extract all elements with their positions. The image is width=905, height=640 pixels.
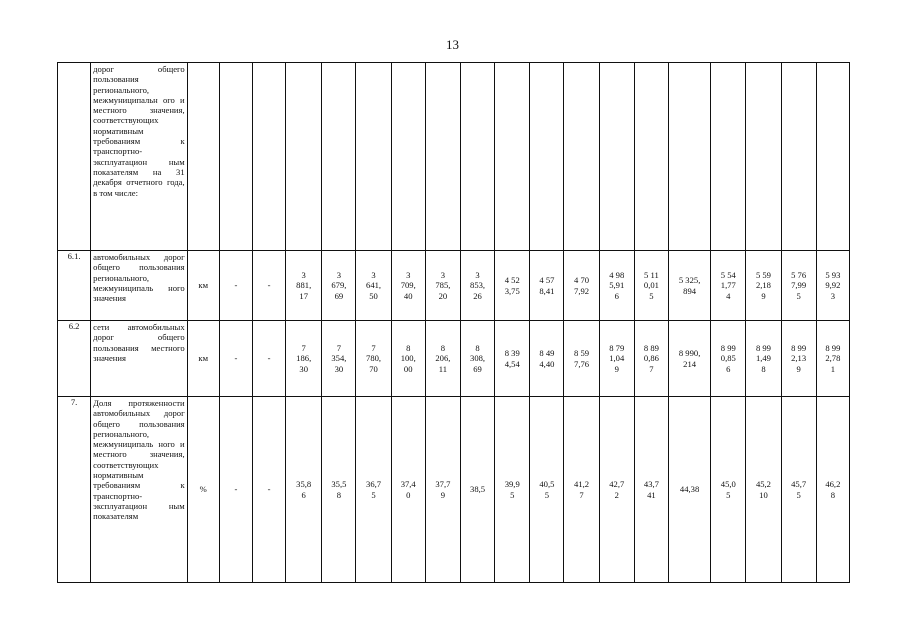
year-value-cell: 8 89 0,86 7 xyxy=(634,321,668,397)
year-value-cell: 5 325, 894 xyxy=(669,251,711,321)
year-value-cell: 5 76 7,99 5 xyxy=(781,251,816,321)
row-index-cell: 7. xyxy=(58,397,91,583)
value-cell xyxy=(219,63,252,251)
unit-cell: % xyxy=(187,397,219,583)
year-value-cell: 3 641, 50 xyxy=(356,251,391,321)
value-cell: - xyxy=(219,321,252,397)
year-value-cell xyxy=(460,63,494,251)
table-row xyxy=(58,397,850,583)
year-value-cell: 8 99 2,13 9 xyxy=(781,321,816,397)
table-row xyxy=(58,251,850,321)
year-value-cell: 8 100, 00 xyxy=(391,321,425,397)
year-value-cell: 8 99 2,78 1 xyxy=(816,321,849,397)
year-value-cell xyxy=(816,63,849,251)
year-value-cell: 44,38 xyxy=(669,397,711,583)
value-cell: - xyxy=(219,397,252,583)
year-value-cell: 3 881, 17 xyxy=(286,251,322,321)
table-row xyxy=(58,63,850,251)
value-cell xyxy=(252,63,285,251)
indicator-name-cell: Доля протяженности автомобильных дорог общего пользования регионального, межмуниципаль ного и местного значения, соответствующих нормативным требованиям к транспортно-эксплуатацион ным показателям xyxy=(91,397,187,583)
year-value-cell: 39,9 5 xyxy=(495,397,530,583)
indicator-name-cell: сети автомобильных дорог общего пользования местного значения xyxy=(91,321,187,397)
year-value-cell: 40,5 5 xyxy=(530,397,564,583)
year-value-cell xyxy=(599,63,634,251)
year-value-cell xyxy=(391,63,425,251)
year-value-cell: 36,7 5 xyxy=(356,397,391,583)
year-value-cell: 7 354, 30 xyxy=(322,321,356,397)
year-value-cell xyxy=(286,63,322,251)
indicator-name-cell: дорог общего пользования регионального, межмуниципальн ого и местного значения, соответствующих нормативным требованиям к транспортно-эксплуатацион ным показателям на 31 декабря отчетного года, в том числе: xyxy=(91,63,187,251)
year-value-cell: 8 99 0,85 6 xyxy=(711,321,746,397)
year-value-cell: 8 206, 11 xyxy=(425,321,460,397)
year-value-cell: 45,2 10 xyxy=(746,397,781,583)
unit-cell: км xyxy=(187,251,219,321)
year-value-cell xyxy=(746,63,781,251)
year-value-cell: 4 70 7,92 xyxy=(564,251,599,321)
year-value-cell: 4 57 8,41 xyxy=(530,251,564,321)
year-value-cell xyxy=(711,63,746,251)
value-cell: - xyxy=(252,397,285,583)
row-index-cell xyxy=(58,63,91,251)
year-value-cell: 43,7 41 xyxy=(634,397,668,583)
year-value-cell xyxy=(781,63,816,251)
year-value-cell: 4 98 5,91 6 xyxy=(599,251,634,321)
year-value-cell: 38,5 xyxy=(460,397,494,583)
year-value-cell: 45,7 5 xyxy=(781,397,816,583)
year-value-cell: 7 186, 30 xyxy=(286,321,322,397)
year-value-cell xyxy=(564,63,599,251)
year-value-cell: 5 11 0,01 5 xyxy=(634,251,668,321)
year-value-cell: 8 990, 214 xyxy=(669,321,711,397)
year-value-cell: 8 39 4,54 xyxy=(495,321,530,397)
year-value-cell xyxy=(356,63,391,251)
indicator-name-cell: автомобильных дорог общего пользования регионального, межмуниципаль ного значения xyxy=(91,251,187,321)
year-value-cell: 3 853, 26 xyxy=(460,251,494,321)
year-value-cell xyxy=(322,63,356,251)
year-value-cell: 8 308, 69 xyxy=(460,321,494,397)
year-value-cell: 46,2 8 xyxy=(816,397,849,583)
year-value-cell: 8 79 1,04 9 xyxy=(599,321,634,397)
unit-cell: км xyxy=(187,321,219,397)
year-value-cell: 42,7 2 xyxy=(599,397,634,583)
year-value-cell xyxy=(530,63,564,251)
year-value-cell: 37,7 9 xyxy=(425,397,460,583)
year-value-cell: 35,8 6 xyxy=(286,397,322,583)
year-value-cell: 8 99 1,49 8 xyxy=(746,321,781,397)
year-value-cell xyxy=(425,63,460,251)
year-value-cell: 8 49 4,40 xyxy=(530,321,564,397)
year-value-cell: 3 785, 20 xyxy=(425,251,460,321)
year-value-cell: 35,5 8 xyxy=(322,397,356,583)
indicators-table xyxy=(57,62,850,583)
year-value-cell xyxy=(495,63,530,251)
year-value-cell xyxy=(634,63,668,251)
year-value-cell: 41,2 7 xyxy=(564,397,599,583)
year-value-cell: 4 52 3,75 xyxy=(495,251,530,321)
value-cell: - xyxy=(252,251,285,321)
row-index-cell: 6.1. xyxy=(58,251,91,321)
year-value-cell: 5 59 2,18 9 xyxy=(746,251,781,321)
value-cell: - xyxy=(252,321,285,397)
year-value-cell: 5 93 9,92 3 xyxy=(816,251,849,321)
year-value-cell: 3 679, 69 xyxy=(322,251,356,321)
year-value-cell: 3 709, 40 xyxy=(391,251,425,321)
unit-cell xyxy=(187,63,219,251)
year-value-cell xyxy=(669,63,711,251)
year-value-cell: 8 59 7,76 xyxy=(564,321,599,397)
year-value-cell: 45,0 5 xyxy=(711,397,746,583)
year-value-cell: 7 780, 70 xyxy=(356,321,391,397)
year-value-cell: 5 54 1,77 4 xyxy=(711,251,746,321)
row-index-cell: 6.2 xyxy=(58,321,91,397)
value-cell: - xyxy=(219,251,252,321)
year-value-cell: 37,4 0 xyxy=(391,397,425,583)
page-number: 13 xyxy=(446,37,459,52)
table-row xyxy=(58,321,850,397)
